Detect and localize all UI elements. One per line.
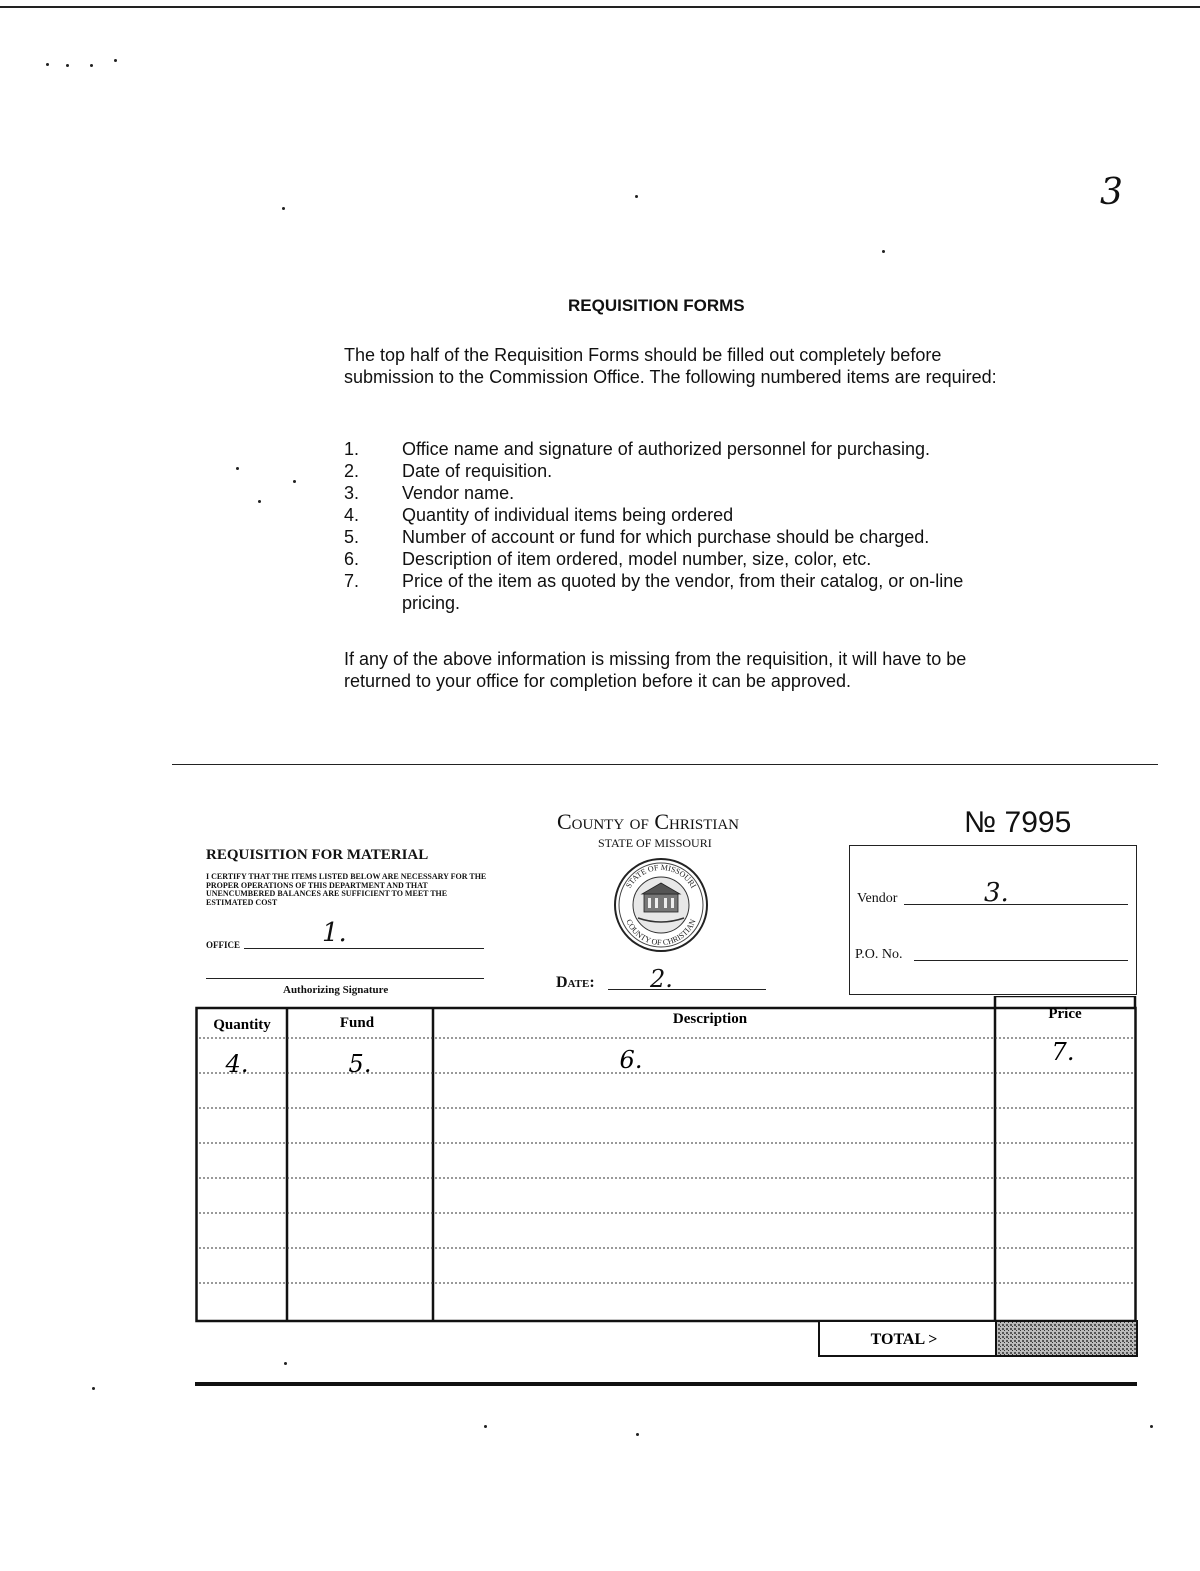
entry-description[interactable]: 6. (619, 1046, 643, 1074)
item-text: Vendor name. (402, 483, 515, 503)
intro-paragraph: The top half of the Requisition Forms should be filled out completely before submission to the Commission Office. The following numbered items are required: (344, 345, 997, 387)
office-field-line[interactable] (244, 948, 484, 949)
date-value: 2. (650, 965, 673, 993)
item-text: Office name and signature of authorized personnel for purchasing. (402, 439, 930, 459)
date-field-line[interactable] (608, 989, 766, 990)
requisition-number: № 7995 (964, 806, 1072, 839)
signature-field-line[interactable] (206, 978, 484, 979)
scan-speck (1150, 1425, 1153, 1428)
item-number: 1. (344, 439, 360, 459)
scan-speck (46, 63, 49, 66)
vendor-box (849, 845, 1137, 995)
scan-speck (635, 195, 638, 198)
list-item (344, 482, 1004, 504)
vendor-label: Vendor (857, 891, 898, 906)
item-number: 2. (344, 461, 360, 481)
page-number: 3 (1100, 172, 1123, 213)
list-item (344, 570, 1004, 614)
scan-speck (90, 64, 93, 67)
item-text: Date of requisition. (402, 461, 553, 481)
entry-fund[interactable]: 5. (348, 1050, 372, 1078)
item-text: Quantity of individual items being ordered (402, 505, 734, 525)
scan-speck (882, 250, 885, 253)
scan-speck (66, 64, 69, 67)
item-text: Description of item ordered, model number, size, color, etc. (402, 549, 872, 569)
item-number: 4. (344, 505, 360, 525)
scan-speck (282, 207, 285, 210)
section-divider (172, 764, 1158, 765)
column-header-quantity: Quantity (213, 1017, 271, 1033)
scan-speck (258, 500, 261, 503)
date-label: Date: (556, 974, 595, 991)
scan-speck (636, 1433, 639, 1436)
required-items-list (344, 438, 1004, 614)
items-table (195, 996, 1137, 1323)
total-label: TOTAL > (870, 1331, 938, 1348)
closing-paragraph: If any of the above information is missing from the requisition, it will have to be returned to your office for completion before it can be approved. (344, 649, 967, 691)
column-header-price: Price (1048, 1006, 1082, 1022)
scan-speck (114, 59, 117, 62)
item-text: Number of account or fund for which purchase should be charged. (402, 527, 930, 547)
column-header-description: Description (672, 1011, 748, 1027)
scan-speck (484, 1425, 487, 1428)
scan-speck (92, 1387, 95, 1390)
county-seal-icon (612, 856, 710, 954)
total-value-shaded-cell (996, 1321, 1137, 1356)
scan-speck (293, 480, 296, 483)
list-item (344, 548, 1004, 570)
po-number-label: P.O. No. (855, 947, 903, 962)
seal-ring-bottom-text: COUNTY OF CHRISTIAN (624, 917, 698, 948)
certify-statement: I CERTIFY THAT THE ITEMS LISTED BELOW ARE NECESSARY FOR THE PROPER OPERATIONS OF THIS DEPARTMENT AND THAT UNENCUMBERED BALANCES ARE SUFFICIENT TO MEET THE ESTIMATED COST (206, 872, 487, 907)
county-state: STATE OF MISSOURI (598, 836, 712, 850)
vendor-field-line[interactable] (904, 904, 1128, 905)
list-item (344, 504, 1004, 526)
scan-speck (236, 467, 239, 470)
vendor-value: 3. (984, 878, 1009, 908)
top-border-line (0, 6, 1200, 8)
form-title: REQUISITION FOR MATERIAL (206, 847, 429, 863)
county-name: County of Christian (557, 809, 740, 834)
office-value: 1. (322, 918, 347, 948)
total-row (818, 1320, 1138, 1357)
office-label: OFFICE (206, 940, 241, 950)
item-number: 3. (344, 483, 360, 503)
list-item (344, 526, 1004, 548)
list-item (344, 438, 1004, 460)
item-text: Price of the item as quoted by the vendor, from their catalog, or on-line pricing. (402, 571, 964, 613)
list-item (344, 460, 1004, 482)
bottom-rule (195, 1382, 1137, 1386)
entry-price[interactable]: 7. (1051, 1038, 1075, 1066)
po-number-field-line[interactable] (914, 960, 1128, 961)
seal-ring-top-text: STATE OF MISSOURI (623, 862, 699, 890)
scan-speck (284, 1362, 287, 1365)
column-header-fund: Fund (339, 1015, 375, 1031)
item-number: 7. (344, 571, 360, 591)
entry-quantity[interactable]: 4. (225, 1050, 249, 1078)
sheet-title: REQUISITION FORMS (568, 296, 745, 315)
item-number: 5. (344, 527, 360, 547)
item-number: 6. (344, 549, 360, 569)
signature-label: Authorizing Signature (283, 984, 389, 996)
